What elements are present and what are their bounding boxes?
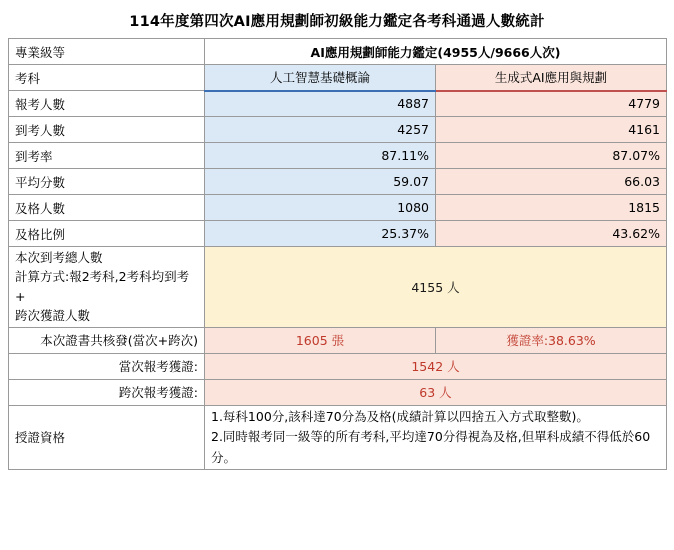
row-value-a: 25.37%	[205, 221, 436, 247]
qualification-label: 授證資格	[9, 405, 205, 470]
row-label: 報考人數	[9, 91, 205, 117]
row-label: 平均分數	[9, 169, 205, 195]
qualification-notes: 1.每科100分,該科達70分為及格(成績計算以四捨五入方式取整數)。 2.同時報考同一級等的所有考科,平均達70分得視為及格,但單科成績不得低於60分。	[205, 405, 667, 470]
row-value-b: 66.03	[436, 169, 667, 195]
cross-session-value: 63 人	[205, 379, 667, 405]
exam-title: AI應用規劃師能力鑑定(4955人/9666人次)	[205, 39, 667, 65]
row-label: 及格人數	[9, 195, 205, 221]
table-row-certificates	[9, 327, 667, 353]
certificates-value: 1605 張	[205, 327, 436, 353]
table-row-total-attendance	[9, 247, 667, 328]
subject-a-header: 人工智慧基礎概論	[205, 65, 436, 91]
table-row	[9, 143, 667, 169]
row-value-b: 87.07%	[436, 143, 667, 169]
row-value-b: 4779	[436, 91, 667, 117]
statistics-table	[8, 38, 667, 470]
level-label: 專業級等	[9, 39, 205, 65]
table-row-current-session	[9, 353, 667, 379]
table-row	[9, 221, 667, 247]
subject-b-header: 生成式AI應用與規劃	[436, 65, 667, 91]
row-label: 到考率	[9, 143, 205, 169]
certificate-rate: 獲證率:38.63%	[436, 327, 667, 353]
current-session-value: 1542 人	[205, 353, 667, 379]
table-row-header-subject	[9, 65, 667, 91]
row-value-a: 4257	[205, 117, 436, 143]
row-value-a: 4887	[205, 91, 436, 117]
subject-label: 考科	[9, 65, 205, 91]
row-label: 到考人數	[9, 117, 205, 143]
table-row-notes	[9, 405, 667, 470]
table-row	[9, 117, 667, 143]
table-row-cross-session	[9, 379, 667, 405]
table-row	[9, 195, 667, 221]
table-row	[9, 169, 667, 195]
page-title: 114年度第四次AI應用規劃師初級能力鑑定各考科通過人數統計	[129, 14, 545, 30]
total-attendance-value: 4155 人	[205, 247, 667, 328]
cross-session-label: 跨次報考獲證:	[9, 379, 205, 405]
certificates-label: 本次證書共核發(當次+跨次)	[9, 327, 205, 353]
row-value-b: 1815	[436, 195, 667, 221]
row-value-a: 1080	[205, 195, 436, 221]
total-attendance-label: 本次到考總人數 計算方式:報2考科,2考科均到考+ 跨次獲證人數	[9, 247, 205, 328]
row-label: 及格比例	[9, 221, 205, 247]
row-value-b: 43.62%	[436, 221, 667, 247]
table-row	[9, 91, 667, 117]
current-session-label: 當次報考獲證:	[9, 353, 205, 379]
table-row-header-level	[9, 39, 667, 65]
row-value-b: 4161	[436, 117, 667, 143]
row-value-a: 87.11%	[205, 143, 436, 169]
row-value-a: 59.07	[205, 169, 436, 195]
